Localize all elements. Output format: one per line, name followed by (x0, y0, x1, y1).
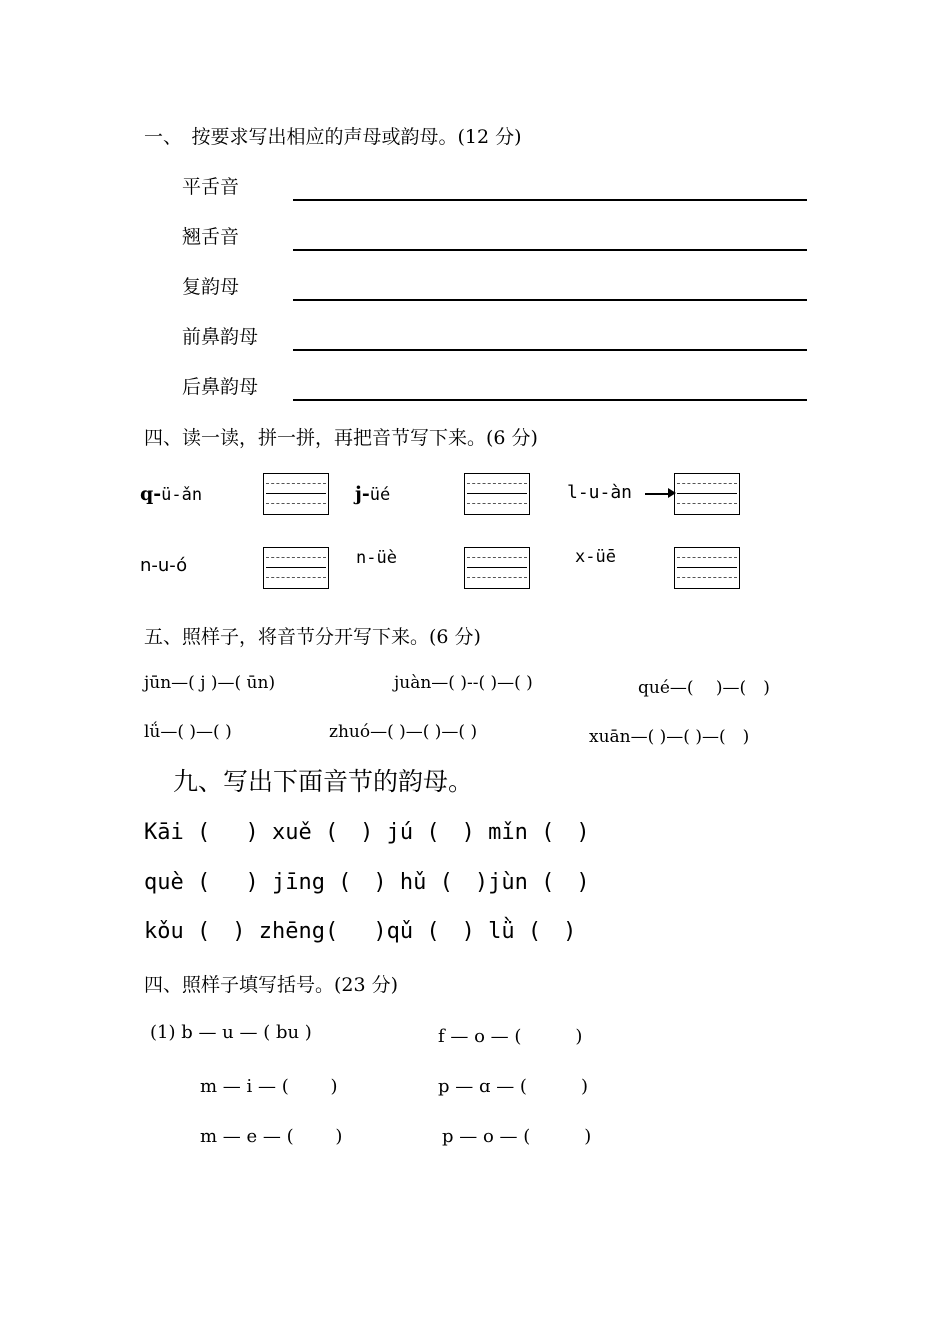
writing-box[interactable] (464, 473, 530, 515)
answer-line[interactable] (293, 399, 807, 401)
split-item: jūn—( j )—( ūn) (144, 673, 276, 693)
section4-title: 九、写出下面音节的韵母。 (173, 767, 474, 796)
split-item: qué—( )—( ) (638, 678, 770, 698)
fill-item: p — o — ( ) (442, 1126, 592, 1147)
writing-box[interactable] (674, 547, 740, 589)
fill-item: m — e — ( ) (200, 1126, 343, 1147)
section5-title: 四、照样子填写括号。(23 分) (144, 974, 399, 996)
writing-box[interactable] (674, 473, 740, 515)
initial: j- (355, 483, 370, 505)
answer-line[interactable] (293, 349, 807, 351)
pinyin-item: n-u-ó (140, 555, 188, 576)
row-label: 复韵母 (182, 276, 240, 298)
split-item: xuān—( )—( )—( ) (589, 727, 750, 747)
final-line: kǒu ( ) zhēng( )qǔ ( ) lǜ ( ) (144, 919, 577, 944)
section3-title: 五、照样子，将音节分开写下来。(6 分) (144, 626, 481, 648)
pinyin-item: l-u-àn (567, 482, 633, 503)
answer-line[interactable] (293, 299, 807, 301)
final: üé (369, 485, 391, 505)
row-label: 后鼻韵母 (182, 376, 259, 398)
section2-title: 四、读一读，拼一拼，再把音节写下来。(6 分) (144, 427, 538, 449)
row-label: 前鼻韵母 (182, 326, 259, 348)
split-item: lǘ—( )—( ) (144, 722, 232, 742)
answer-line[interactable] (293, 249, 807, 251)
split-item: juàn—( )--( )—( ) (394, 673, 533, 693)
initial: q- (140, 483, 162, 505)
final-line: Kāi ( ) xuě ( ) jú ( ) mǐn ( ) (144, 820, 590, 845)
section1-title: 一、 按要求写出相应的声母或韵母。(12 分) (144, 126, 522, 148)
fill-item: (1) b — u — ( bu ) (150, 1022, 312, 1043)
final: ü-ǎn (161, 485, 203, 505)
fill-item: p — ɑ — ( ) (438, 1076, 588, 1097)
fill-item: m — i — ( ) (200, 1076, 338, 1097)
pinyin-item (355, 483, 390, 505)
answer-line[interactable] (293, 199, 807, 201)
pinyin-item: x-üē (575, 547, 616, 567)
row-label: 翘舌音 (182, 226, 240, 248)
final-line: què ( ) jīng ( ) hǔ ( )jùn ( ) (144, 870, 590, 895)
writing-box[interactable] (464, 547, 530, 589)
writing-box[interactable] (263, 547, 329, 589)
pinyin-item (140, 483, 202, 505)
pinyin-item: n-üè (356, 548, 397, 568)
writing-box[interactable] (263, 473, 329, 515)
row-label: 平舌音 (182, 176, 240, 198)
split-item: zhuó—( )—( )—( ) (329, 722, 478, 742)
fill-item: f — o — ( ) (438, 1026, 583, 1047)
